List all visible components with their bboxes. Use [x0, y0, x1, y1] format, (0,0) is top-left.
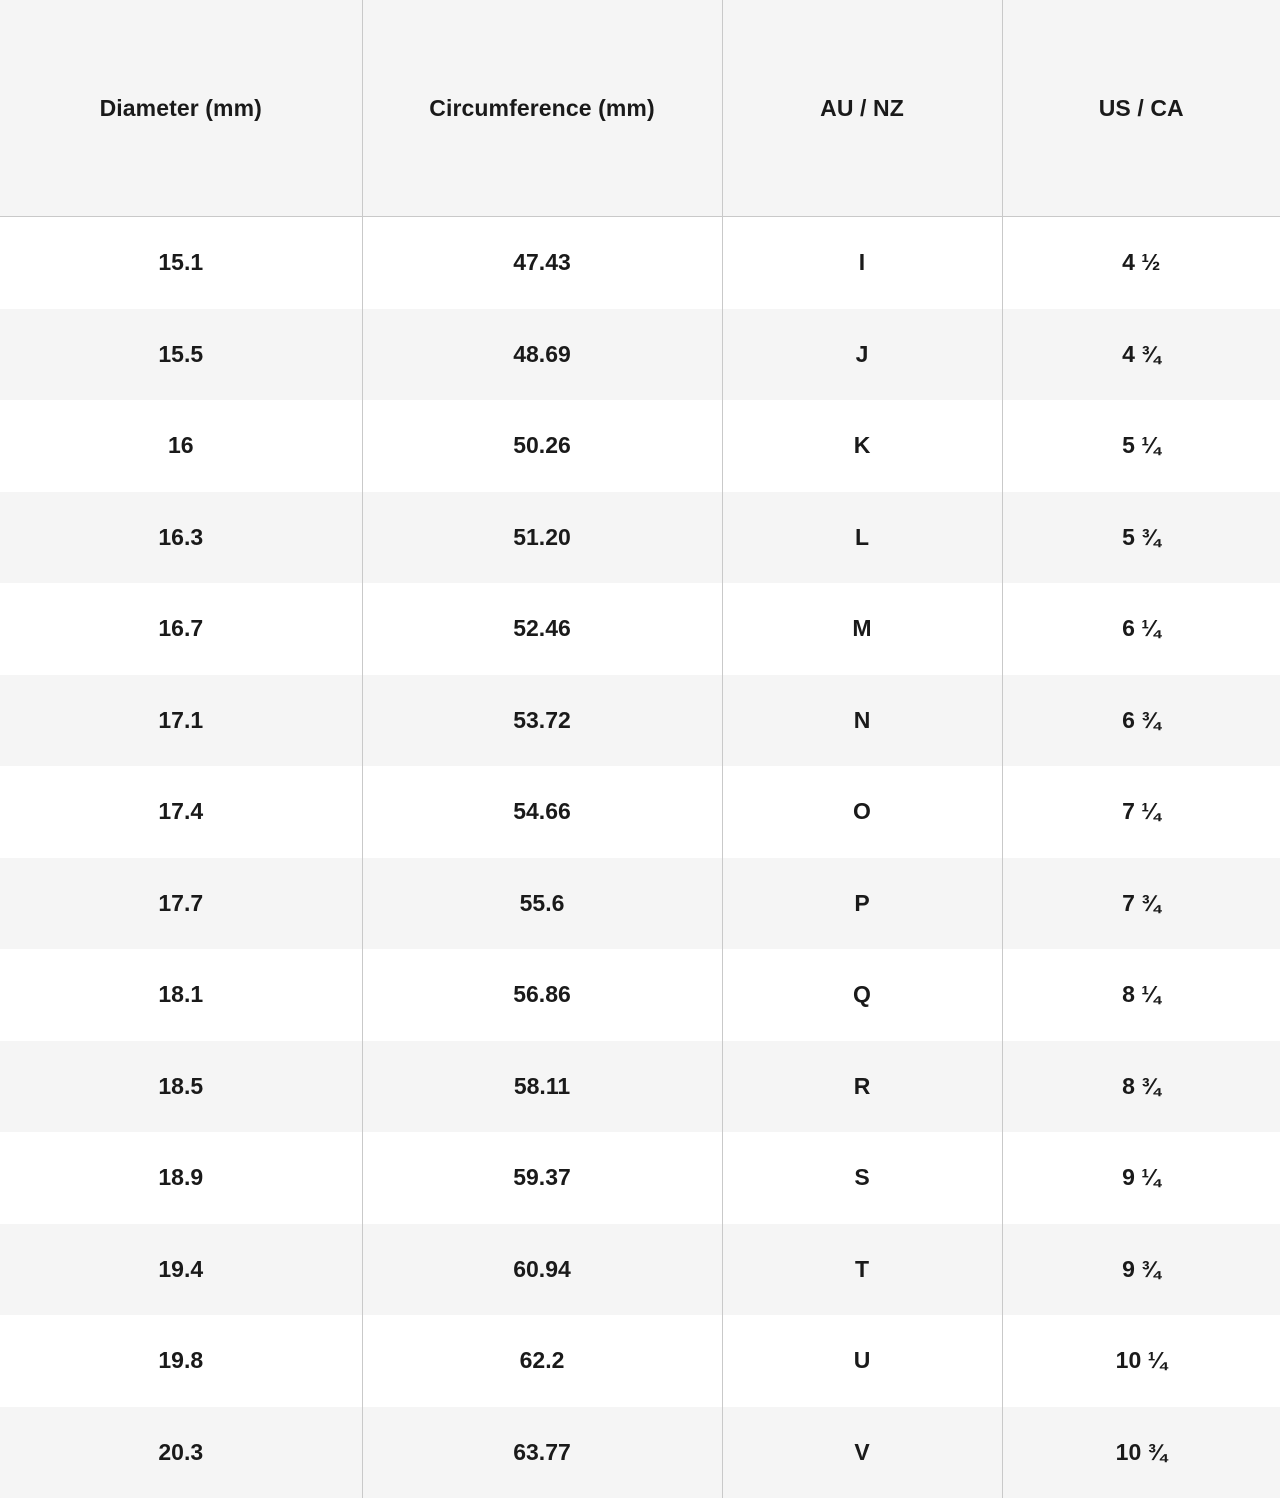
cell-us-ca: 5 ¼ [1002, 400, 1280, 492]
cell-au-nz: U [722, 1315, 1002, 1407]
table-row [0, 1224, 1280, 1316]
cell-au-nz: S [722, 1132, 1002, 1224]
table-row [0, 1132, 1280, 1224]
cell-diameter: 20.3 [0, 1407, 362, 1499]
table-row [0, 492, 1280, 584]
cell-diameter: 18.1 [0, 949, 362, 1041]
cell-diameter: 15.5 [0, 309, 362, 401]
cell-au-nz: P [722, 858, 1002, 950]
table-row [0, 400, 1280, 492]
cell-circumference: 62.2 [362, 1315, 722, 1407]
table-row [0, 583, 1280, 675]
cell-au-nz: O [722, 766, 1002, 858]
table-row [0, 1315, 1280, 1407]
cell-us-ca: 8 ¾ [1002, 1041, 1280, 1133]
cell-diameter: 17.4 [0, 766, 362, 858]
cell-diameter: 16.3 [0, 492, 362, 584]
cell-circumference: 53.72 [362, 675, 722, 767]
cell-us-ca: 7 ¼ [1002, 766, 1280, 858]
table-row [0, 309, 1280, 401]
column-header-us-ca: US / CA [1002, 0, 1280, 217]
cell-diameter: 15.1 [0, 217, 362, 309]
table-row [0, 949, 1280, 1041]
cell-us-ca: 9 ¾ [1002, 1224, 1280, 1316]
cell-circumference: 60.94 [362, 1224, 722, 1316]
cell-us-ca: 8 ¼ [1002, 949, 1280, 1041]
cell-us-ca: 10 ¼ [1002, 1315, 1280, 1407]
table-row [0, 1041, 1280, 1133]
table-header [0, 0, 1280, 217]
cell-us-ca: 4 ¾ [1002, 309, 1280, 401]
cell-diameter: 19.4 [0, 1224, 362, 1316]
cell-circumference: 51.20 [362, 492, 722, 584]
cell-au-nz: J [722, 309, 1002, 401]
cell-au-nz: R [722, 1041, 1002, 1133]
cell-diameter: 18.5 [0, 1041, 362, 1133]
cell-circumference: 63.77 [362, 1407, 722, 1499]
cell-circumference: 56.86 [362, 949, 722, 1041]
column-header-au-nz: AU / NZ [722, 0, 1002, 217]
cell-circumference: 59.37 [362, 1132, 722, 1224]
cell-au-nz: I [722, 217, 1002, 309]
cell-circumference: 47.43 [362, 217, 722, 309]
cell-diameter: 16 [0, 400, 362, 492]
cell-circumference: 54.66 [362, 766, 722, 858]
cell-au-nz: M [722, 583, 1002, 675]
cell-us-ca: 6 ¼ [1002, 583, 1280, 675]
table-row [0, 1407, 1280, 1499]
cell-au-nz: K [722, 400, 1002, 492]
column-header-diameter: Diameter (mm) [0, 0, 362, 217]
table-row [0, 675, 1280, 767]
cell-diameter: 17.1 [0, 675, 362, 767]
cell-au-nz: L [722, 492, 1002, 584]
cell-au-nz: N [722, 675, 1002, 767]
cell-us-ca: 5 ¾ [1002, 492, 1280, 584]
cell-au-nz: Q [722, 949, 1002, 1041]
cell-circumference: 55.6 [362, 858, 722, 950]
cell-us-ca: 9 ¼ [1002, 1132, 1280, 1224]
cell-au-nz: V [722, 1407, 1002, 1499]
cell-us-ca: 4 ½ [1002, 217, 1280, 309]
cell-diameter: 17.7 [0, 858, 362, 950]
table-header-row [0, 0, 1280, 217]
cell-us-ca: 7 ¾ [1002, 858, 1280, 950]
cell-circumference: 48.69 [362, 309, 722, 401]
column-header-circumference: Circumference (mm) [362, 0, 722, 217]
table-body [0, 217, 1280, 1499]
table-row [0, 766, 1280, 858]
cell-diameter: 16.7 [0, 583, 362, 675]
cell-us-ca: 10 ¾ [1002, 1407, 1280, 1499]
table-row [0, 858, 1280, 950]
cell-diameter: 19.8 [0, 1315, 362, 1407]
cell-circumference: 50.26 [362, 400, 722, 492]
cell-us-ca: 6 ¾ [1002, 675, 1280, 767]
cell-au-nz: T [722, 1224, 1002, 1316]
table-row [0, 217, 1280, 309]
cell-circumference: 52.46 [362, 583, 722, 675]
cell-circumference: 58.11 [362, 1041, 722, 1133]
cell-diameter: 18.9 [0, 1132, 362, 1224]
